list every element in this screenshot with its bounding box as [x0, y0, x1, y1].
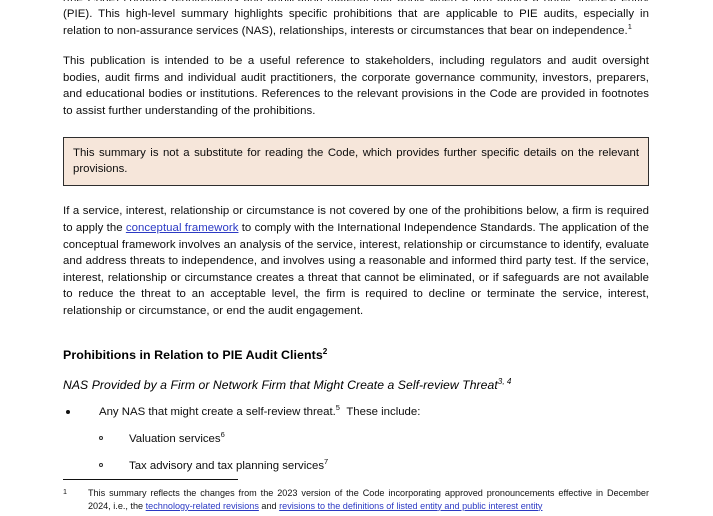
footnote-part1: This summary reflects the changes from the 2023 version of the Code incorporating approved pronouncements effective in December 2024, i.e., the: [88, 488, 649, 511]
bullet-circle-icon: [99, 436, 103, 440]
footnote-part2: and: [258, 500, 280, 511]
heading-prohibitions-text: Prohibitions in Relation to PIE Audit Clients: [63, 347, 323, 362]
heading-nas-selfreview-text: NAS Provided by a Firm or Network Firm that Might Create a Self-review Threat: [63, 377, 498, 392]
footnote-ref-5[interactable]: 5: [335, 402, 340, 412]
heading-nas-selfreview: [63, 377, 649, 393]
conceptual-framework-link[interactable]: conceptual framework: [125, 221, 239, 234]
clipped-top-line: [63, 0, 649, 1]
bullet-circle-icon: [99, 463, 103, 467]
spacer: [63, 393, 649, 404]
list-item: [99, 458, 649, 474]
prohibitions-list: [63, 404, 649, 474]
footnote-1: [63, 487, 649, 512]
sub-item-text: Valuation services: [129, 432, 221, 445]
callout-box: [63, 137, 649, 187]
list-item: [99, 431, 649, 447]
intro-paragraph-text: (PIE). This high-level summary highlights specific prohibitions that are applicable to PIE audits, especially in relation to non-assurance services (NAS), relationships, interests or circumstances that bear on independence.: [63, 8, 649, 37]
spacer: [63, 186, 649, 203]
footnote-ref-2[interactable]: 2: [322, 346, 328, 356]
framework-paragraph: [63, 203, 649, 319]
definitions-revisions-link[interactable]: revisions to the definitions of listed entity and public interest entity: [279, 500, 543, 511]
footnote-ref-6[interactable]: 6: [220, 429, 225, 439]
spacer: [63, 120, 649, 137]
footnote-ref-1[interactable]: 1: [627, 21, 632, 31]
list-item: [63, 404, 649, 474]
footnote-separator: [63, 479, 238, 480]
footnote-number: 1: [63, 487, 67, 496]
framework-paragraph-part2: to comply with the International Independence Standards. The application of the conceptual framework involves an analysis of the service, interest, relationship or circumstance to identify, evaluate and address threats to independence, and involves using a reasonable and informed third party test. If the service, interest, relationship or circumstance creates a threat that cannot be eliminated, or if safeguards are not available to reduce the threat to an acceptable level, the firm is required to decline or terminate the service, interest, relationship or circumstance, or end the audit engagement.: [63, 221, 649, 317]
callout-text: This summary is not a substitute for reading the Code, which provides further specific details on the relevant provisions.: [73, 146, 639, 175]
spacer: [63, 39, 649, 53]
purpose-paragraph: This publication is intended to be a useful reference to stakeholders, including regulators and audit oversight bodies, audit firms and individual audit practitioners, the corporate governance community, investors, preparers, and educational bodies or institutions. References to the relevant provisions in the Code are provided in footnotes to assist further understanding of the prohibitions.: [63, 55, 649, 117]
spacer: [63, 320, 649, 347]
heading-prohibitions: [63, 347, 649, 363]
technology-revisions-link[interactable]: technology-related revisions: [145, 500, 259, 511]
footnote-area: [63, 479, 649, 512]
bullet-dot-icon: [66, 410, 70, 414]
prohibitions-sublist: [99, 431, 649, 474]
bullet-lead-suffix: These include:: [346, 405, 421, 418]
sub-item-text: Tax advisory and tax planning services: [129, 459, 325, 472]
spacer: [63, 363, 649, 377]
intro-paragraph: [63, 6, 649, 39]
page-content: [63, 0, 649, 474]
footnote-ref-7[interactable]: 7: [324, 456, 329, 466]
bullet-lead-text: Any NAS that might create a self-review threat.: [99, 405, 336, 418]
footnote-ref-3-4[interactable]: 3, 4: [497, 376, 512, 386]
framework-paragraph-part1: If a service, interest, relationship or circumstance is not covered by one of the prohibitions below, a firm is required to apply the: [63, 205, 649, 234]
